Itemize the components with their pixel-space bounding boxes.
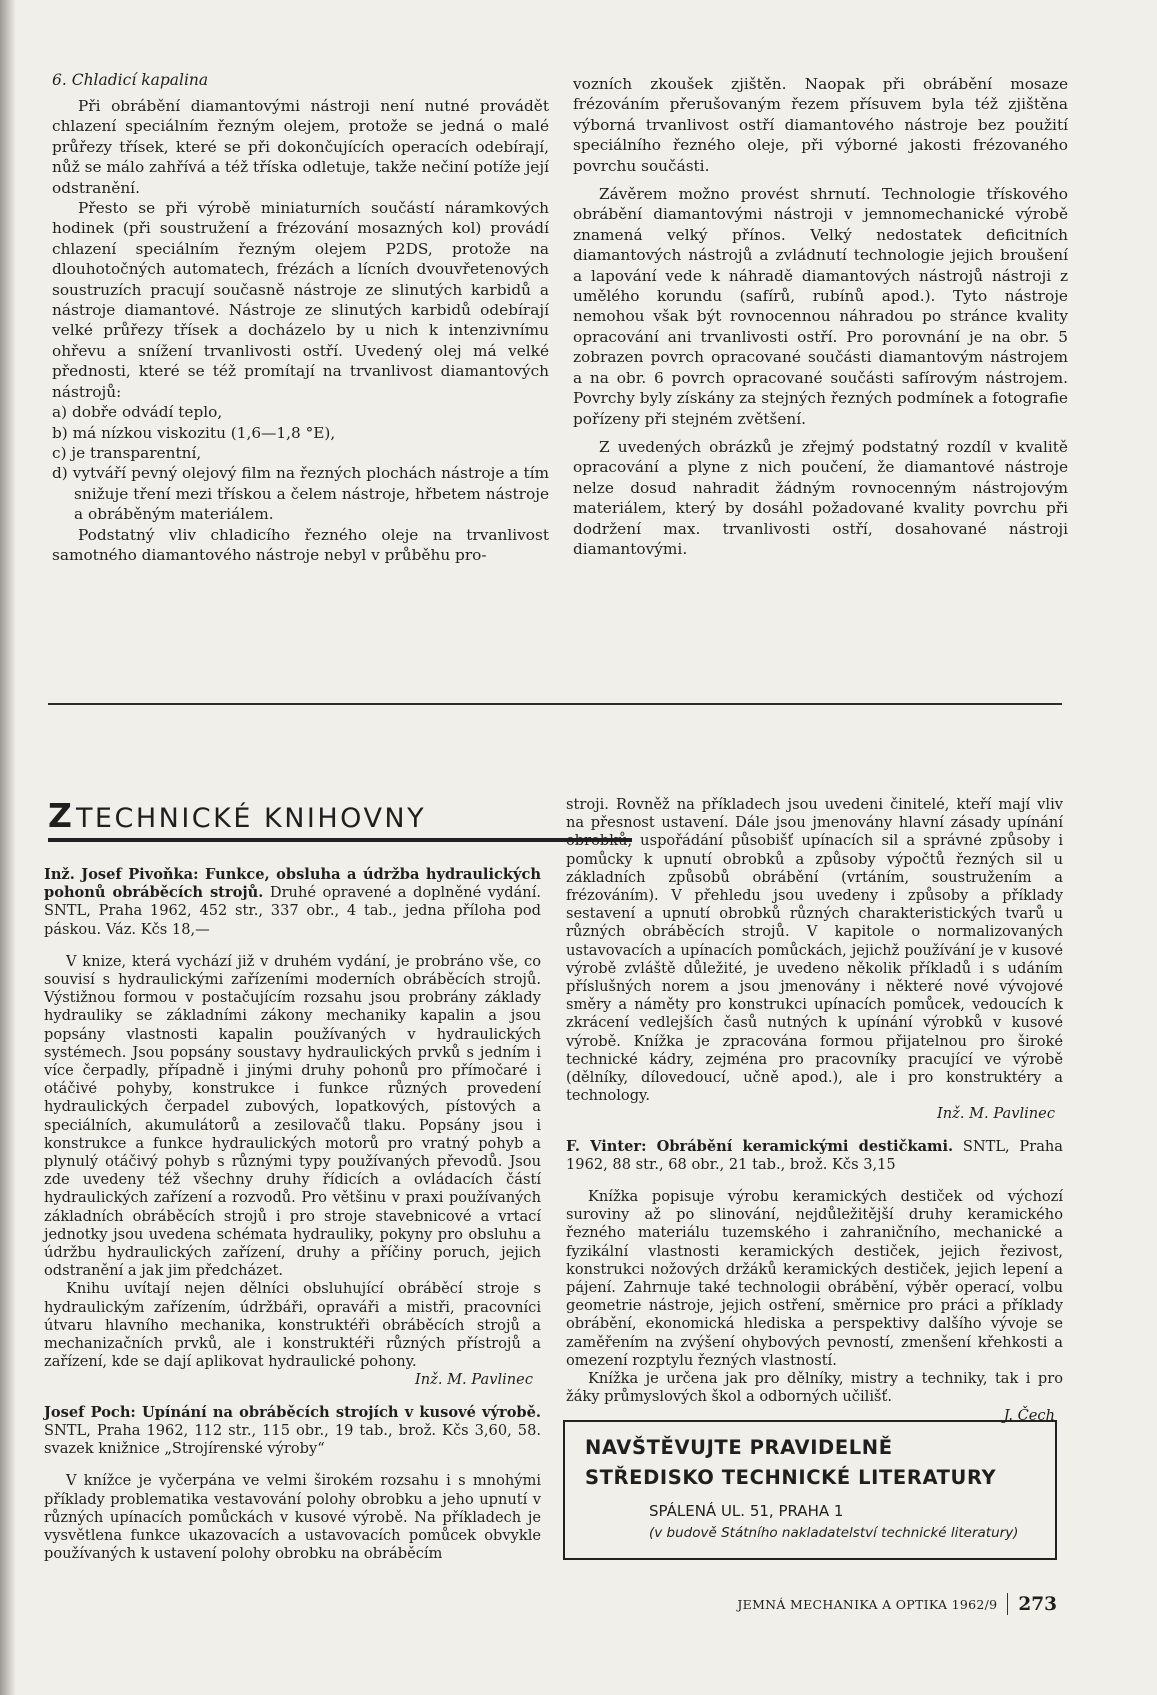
list-item: a) dobře odvádí teplo, [52, 403, 223, 422]
title-text: TECHNICKÉ KNIHOVNY [75, 803, 427, 834]
review-publication: Druhé opravené a doplněné vydání. SNTL, Praha 1962, 452 str., 337 obr., 4 tab., jedna příloha pod páskou. Váz. Kčs 18,— [44, 884, 542, 938]
property-list [52, 402, 549, 524]
review-author-title: F. Vinter: Obrábění keramickými destičkami. [566, 1137, 954, 1155]
review-paragraph: V knize, která vychází již v druhém vydání, je probráno vše, co souvisí s hydraulickými zařízeními moderních obráběcích strojů. Výstižnou formou v postačujícím rozsahu jsou probrány základy hydrauliky se základními zákony mechaniky kapalin a jsou popsány vlastnosti kapalin používaných v hydraulických systémech. Jsou popsány soustavy hydraulických prvků s jedním i více čerpadly, případně i jinými druhy pohonů pro přímočaré i otáčivé pohyby, konstrukce i funkce různých provedení hydraulických čerpadel zubových, lopatkových, pístových a speciálních, akumulátorů a zesilovačů tlaku. Popsány jsou i konstrukce a funkce hydraulických motorů pro vratný pohyb a plynulý otáčivý pohyb s různými typy používaných převodů. Jsou zde uvedeny též všechny druhy řídicích a ovládacích částí hydraulických zařízení a rozvodů. Pro většinu v praxi používaných základních obráběcích strojů i pro stroje stavebnicové a vrtací jednotky jsou uvedena schémata hydrauliky, pokyny pro obsluhu a údržbu hydraulických zařízení, druhy a příčiny poruch, jejich odstranění a jak jim předcházet. [44, 952, 541, 1280]
journal-name: JEMNÁ MECHANIKA A OPTIKA 1962/9 [737, 1596, 998, 1612]
review-publication: SNTL, Praha 1962, 112 str., 115 obr., 19 tab., brož. Kčs 3,60, 58. svazek knižnice „Strojírenské výroby“ [44, 1421, 541, 1458]
article-paragraph: Podstatný vliv chladicího řezného oleje na trvanlivost samotného diamantového nástroje nebyl v průběhu pro- [52, 525, 549, 564]
article-paragraph: Přesto se při výrobě miniaturních součástí náramkových hodinek (při soustružení a frézování mosazných kol) provádí chlazení speciálním řezným olejem P2DS, protože na dlouhotočných automatech, frézách a lícních dvouvřetenových soustruzích pracují současně nástroje ze slinutých karbidů a nástroje diamantové. Nástroje ze slinutých karbidů odebírají velké průřezy třísek a docházelo by u nich k intenzivnímu ohřevu a snížení trvanlivosti ostří. Uvedený olej má velké přednosti, které se též promítají na trvanlivost diamantových nástrojů: [52, 199, 549, 401]
article-paragraph: vozních zkoušek zjištěn. Naopak při obrábění mosaze frézováním přerušovaným řezem přísuvem byla též zjištěna výborná trvanlivost ostří diamantového nástroje bez použití speciálního řezného oleje, při výborné jakosti frézovaného povrchu součásti. [573, 75, 1068, 175]
article-left-column [52, 70, 549, 565]
article-paragraph: Při obrábění diamantovými nástroji není nutné provádět chlazení speciálním řezným olejem, protože se jedná o malé průřezy třísek, které se při dokončujících operacích odebírají, nůž se málo zahřívá a též tříska odletuje, takže nečiní potíže její odstranění. [52, 97, 549, 197]
section-heading: 6. Chladicí kapalina [52, 71, 209, 89]
review-paragraph: stroji. Rovněž na příkladech jsou uvedeni činitelé, kteří mají vliv na přesnost ustavení. Dále jsou jmenovány hlavní zásady upínání obrobků, uspořádání působišť upínacích sil a správné způsoby i pomůcky k upnutí obrobků a způsoby výpočtů řezných sil u základních způsobů obrábění (vrtáním, soustružením a frézováním). V přehledu jsou uvedeny i způsoby a příklady sestavení a upnutí obrobků různých charakteristických tvarů u různých obráběcích strojů. V kapitole o normalizovaných ustavovacích a upínacích pomůckách, jejichž používání je v kusové výrobě zvláště důležité, je uvedeno několik příkladů i s udáním příslušných norem a jsou jmenovány i některé nové vývojové směry a náměty pro konstrukci upínacích pomůcek, vedoucích k zkrácení vedlejších časů nutných k upínání výrobků v kusové výrobě. Knížka je zpracována formou přijatelnou pro široké technické kádry, zejména pro pracovníky pracující ve výrobě (dělníky, dílovedoucí, učně apod.), ale i pro konstruktéry a technology. [566, 796, 1063, 1105]
review-heading [44, 866, 541, 939]
ad-address: SPÁLENÁ UL. 51, PRAHA 1 [649, 1502, 844, 1520]
review-paragraph: Knížka popisuje výrobu keramických destiček od výchozí suroviny až po slinování, nejdůležitější druhy keramického řezného materiálu tuzemského i zahraničního, mechanické a fyzikální vlastnosti keramických destiček, jejich řezivost, konstrukci nožových držáků keramických destiček, jejich lepení a pájení. Zahrnuje také technologii obrábění, výběr operací, volbu geometrie nástroje, jejich ostření, směrnice pro práci a příklady obrábění, ekonomická hlediska a perspektivy dalšího vývoje se zaměřením na zvýšení ohybových pevností, zmenšení křehkosti a omezení rozptylu řezných vlastností. [566, 1188, 1063, 1369]
review-signature: Inž. M. Pavlinec [936, 1105, 1055, 1123]
review-author-title: Inž. Josef Pivoňka: Funkce, obsluha a údržba hydraulických pohonů obráběcích strojů. [44, 866, 541, 902]
reviews-left-column [44, 866, 541, 1563]
review-publication: SNTL, Praha 1962, 88 str., 68 obr., 21 tab., brož. Kčs 3,15 [566, 1137, 1064, 1173]
review-signature: Inž. M. Pavlinec [414, 1371, 533, 1389]
article-right-column [573, 74, 1068, 559]
reviews-right-column [566, 796, 1063, 1425]
section-divider [48, 703, 1062, 705]
article-paragraph: Z uvedených obrázků je zřejmý podstatný rozdíl v kvalitě opracování a plyne z nich poučení, že diamantové nástroje nelze dosud nahradit žádným rovnocenným nástrojovým materiálem, který by dosáhl požadované kvality povrchu při dodržení max. trvanlivosti ostří, dosahované nástroji diamantovými. [573, 437, 1068, 558]
bookstore-advertisement [563, 1420, 1057, 1560]
ad-headline: STŘEDISKO TECHNICKÉ LITERATURY [585, 1466, 997, 1489]
review-signature: J. Čech [1003, 1406, 1055, 1424]
page-footer [735, 1593, 1057, 1615]
footer-separator [1007, 1593, 1008, 1615]
list-item: c) je transparentní, [52, 443, 202, 462]
article-paragraph: Závěrem možno provést shrnutí. Technologie třískového obrábění diamantovými nástroji v jemnomechanické výrobě znamená velký přínos. Velký nedostatek deficitních diamantových nástrojů a zvládnutí technologie jejich broušení a lapování vede k náhradě diamantových nástrojů nástroji z umělého korundu (safírů, rubínů apod.). Tyto nástroje nemohou však být rovnocennou náhradou po stránce kvality opracování ani trvanlivosti ostří. Pro porovnání je na obr. 5 zobrazen povrch opracované součásti diamantovým nástrojem a na obr. 6 povrch opracované součásti safírovým nástrojem. Povrchy byly získány za stejných řezných podmínek a fotografie pořízeny při stejném zvětšení. [573, 185, 1068, 428]
review-heading [566, 1138, 1063, 1174]
page-number: 273 [1018, 1593, 1057, 1615]
review-author-title: Josef Poch: Upínání na obráběcích strojích v kusové výrobě. [44, 1403, 541, 1421]
review-paragraph: Knihu uvítají nejen dělníci obsluhující obráběcí stroje s hydraulickým zařízením, údržbáři, opraváři a mistři, pracovníci útvaru hlavního mechanika, konstruktéři obráběcích strojů a mechanizačních prvků, ale i konstruktéři různých přístrojů a zařízení, kde se dají aplikovat hydraulické pohony. [44, 1280, 541, 1371]
review-heading [44, 1404, 541, 1459]
list-item: b) má nízkou viskozitu (1,6—1,8 °E), [52, 423, 336, 442]
library-section-title [48, 796, 426, 835]
ad-note: (v budově Státního nakladatelství technické literatury) [649, 1525, 1019, 1541]
review-paragraph: V knížce je vyčerpána ve velmi širokém rozsahu i s mnohými příklady problematika vestavování polohy obrobku a jeho upnutí v různých upínacích pomůckách v kusové výrobě. Na příkladech je vysvětlena funkce ukazovacích a ustavovacích pomůcek obvykle používaných k ustavení polohy obrobku na obráběcím [44, 1472, 541, 1563]
list-item: d) vytváří pevný olejový film na řezných plochách nástroje a tím snižuje tření mezi třískou a čelem nástroje, hřbetem nástroje a obráběným materiálem. [52, 464, 549, 524]
title-initial: Z [48, 796, 72, 835]
ad-headline: NAVŠTĚVUJTE PRAVIDELNĚ [585, 1436, 893, 1459]
title-underline [48, 838, 632, 842]
review-paragraph: Knížka je určena jak pro dělníky, mistry a techniky, tak i pro žáky průmyslových škol a odborných učilišť. [566, 1370, 1063, 1406]
page-spine-shadow [0, 0, 16, 1695]
